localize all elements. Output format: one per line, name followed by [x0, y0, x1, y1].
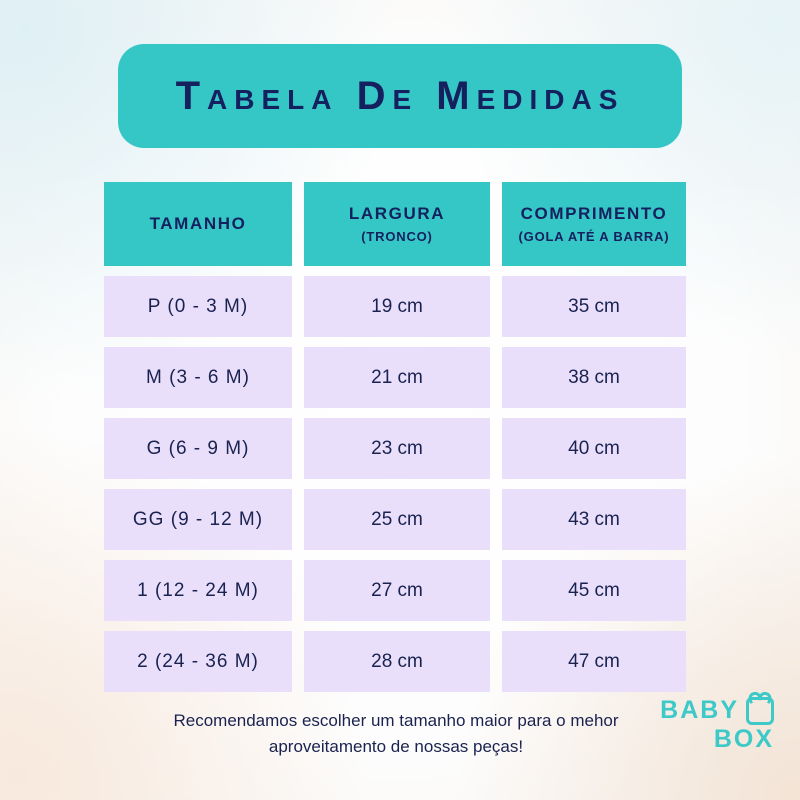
table-row [104, 347, 696, 408]
table-row [104, 560, 696, 621]
table-header-cell-tamanho [104, 182, 292, 266]
measurements-table [104, 182, 696, 702]
logo-word-baby: BABY [660, 696, 739, 724]
header-label-sub: (TRONCO) [361, 229, 433, 244]
logo-word-box: BOX [713, 725, 774, 753]
cell-largura: 21 cm [304, 347, 490, 408]
table-row [104, 631, 696, 692]
cell-comprimento: 38 cm [502, 347, 686, 408]
cell-size: GG (9 - 12 M) [104, 489, 292, 550]
cell-largura: 23 cm [304, 418, 490, 479]
table-row [104, 489, 696, 550]
title-banner [118, 44, 682, 148]
header-label-main: TAMANHO [149, 214, 247, 233]
cell-comprimento: 35 cm [502, 276, 686, 337]
cell-largura: 27 cm [304, 560, 490, 621]
cell-comprimento: 45 cm [502, 560, 686, 621]
brand-logo [650, 696, 774, 774]
table-row [104, 418, 696, 479]
header-label-main: LARGURA [348, 204, 446, 223]
header-label-main: COMPRIMENTO [520, 204, 668, 223]
table-row [104, 276, 696, 337]
table-header-cell-comprimento [502, 182, 686, 266]
cell-size: P (0 - 3 M) [104, 276, 292, 337]
cell-size: 2 (24 - 36 M) [104, 631, 292, 692]
cell-largura: 28 cm [304, 631, 490, 692]
footer-note-line-1: Recomendamos escolher um tamanho maior para o mehor [173, 711, 619, 730]
cell-largura: 19 cm [304, 276, 490, 337]
header-label-sub: (GOLA ATÉ A BARRA) [518, 229, 670, 244]
logo-line-bottom [650, 725, 774, 754]
table-header-row [104, 182, 696, 266]
cell-size: G (6 - 9 M) [104, 418, 292, 479]
cell-size: M (3 - 6 M) [104, 347, 292, 408]
cell-size: 1 (12 - 24 M) [104, 560, 292, 621]
page-title: Tabela De Medidas [175, 73, 625, 118]
cell-comprimento: 47 cm [502, 631, 686, 692]
footer-note [96, 708, 696, 760]
cell-comprimento: 43 cm [502, 489, 686, 550]
logo-line-top [650, 696, 774, 725]
footer-note-line-2: aproveitamento de nossas peças! [268, 737, 524, 756]
box-bow-icon [746, 697, 774, 725]
cell-largura: 25 cm [304, 489, 490, 550]
table-header-cell-largura [304, 182, 490, 266]
cell-comprimento: 40 cm [502, 418, 686, 479]
